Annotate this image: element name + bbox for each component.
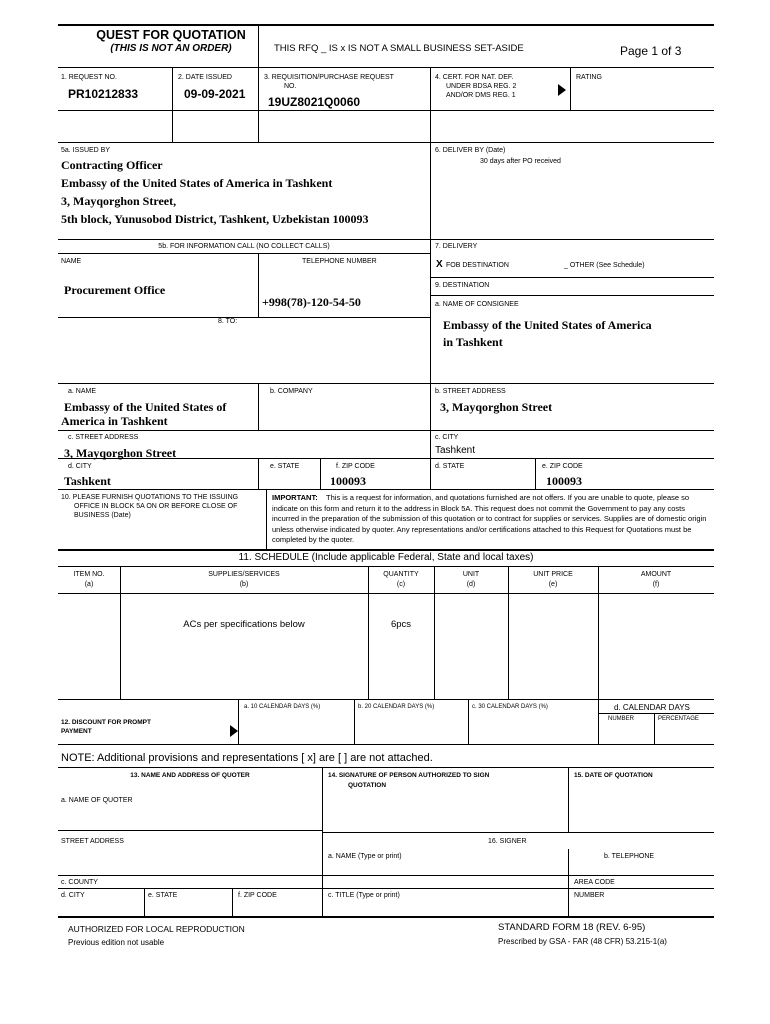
rfq-form [58, 24, 714, 947]
dest-street: 3, Mayqorghon Street [440, 400, 553, 414]
rule [58, 549, 714, 551]
issued-by-line: 3, Mayqorghon Street, [61, 194, 177, 208]
discount-20-days: b. 20 CALENDAR DAYS (%) [358, 704, 435, 710]
column-subheader: (a) [84, 581, 94, 588]
dest-zip-label: e. ZIP CODE [542, 463, 583, 470]
consignee-label: a. NAME OF CONSIGNEE [435, 301, 519, 308]
column-subheader: (f) [652, 581, 660, 588]
discount-10-days: a. 10 CALENDAR DAYS (%) [244, 704, 321, 710]
to-street-label: c. STREET ADDRESS [68, 434, 139, 441]
dest-city-label: c. CITY [435, 434, 459, 441]
rule [568, 849, 569, 916]
rule [58, 110, 714, 111]
column-header: UNIT PRICE [533, 571, 573, 578]
page-number: Page 1 of 3 [620, 44, 682, 58]
signer-phone-label: b. TELEPHONE [604, 853, 655, 860]
name-label: NAME [61, 258, 82, 265]
area-code-label: AREA CODE [574, 879, 615, 886]
rule [568, 767, 569, 832]
rfq-set-aside-text: THIS RFQ _ IS x IS NOT A SMALL BUSINESS SET-ASIDE [274, 43, 524, 54]
important-label: IMPORTANT: [272, 493, 318, 502]
fob-destination: FOB DESTINATION [446, 262, 509, 269]
rule [258, 67, 259, 142]
rule [654, 713, 655, 744]
to-state-label: e. STATE [270, 463, 300, 470]
discount-label-2: PAYMENT [61, 728, 92, 735]
date-issued-label: 2. DATE ISSUED [178, 74, 232, 81]
column-subheader: (b) [239, 581, 249, 588]
dest-city: Tashkent [435, 445, 476, 456]
requisition-label: 3. REQUISITION/PURCHASE REQUEST [264, 74, 394, 81]
to-name-2: America in Tashkent [61, 414, 168, 428]
discount-label: 12. DISCOUNT FOR PROMPT [61, 719, 151, 726]
rule [58, 317, 430, 318]
signer-name-label: a. NAME (Type or print) [328, 853, 402, 860]
cert-label-2: UNDER BDSA REG. 2 [446, 83, 517, 90]
previous-edition-note: Previous edition not usable [68, 938, 165, 947]
column-header: QUANTITY [383, 571, 419, 578]
cert-label: 4. CERT. FOR NAT. DEF. [435, 74, 514, 81]
rule [172, 67, 173, 142]
quoter-zip-label: f. ZIP CODE [238, 892, 277, 899]
rule [238, 699, 239, 744]
column-subheader: (e) [548, 581, 558, 588]
column-header: ITEM NO. [73, 571, 105, 578]
issued-by-line: Embassy of the United States of America in Tashkent [61, 176, 333, 190]
date-issued-value: 09-09-2021 [184, 87, 246, 101]
rule [58, 253, 430, 254]
rule [144, 888, 145, 916]
consignee-name: Embassy of the United States of America [443, 318, 652, 332]
rule [266, 489, 267, 549]
furnish-label-3: BUSINESS (Date) [74, 512, 131, 519]
rating-label: RATING [576, 74, 602, 81]
rule [258, 253, 259, 317]
quantity-value: 6pcs [390, 619, 412, 630]
rule [58, 430, 714, 431]
quoter-section-label: 13. NAME AND ADDRESS OF QUOTER [130, 772, 250, 779]
request-no-value: PR10212833 [68, 87, 139, 101]
to-city: Tashkent [64, 474, 111, 488]
rule [58, 593, 714, 594]
rule [58, 767, 714, 768]
issued-by-line: 5th block, Yunusobod District, Tashkent, Uzbekistan 100093 [61, 212, 369, 226]
dest-street-label: b. STREET ADDRESS [435, 388, 506, 395]
rule [322, 767, 323, 916]
rule [58, 888, 714, 889]
signature-label: 14. SIGNATURE OF PERSON AUTHORIZED TO SIGN [328, 772, 490, 779]
rule [258, 383, 259, 430]
rule [430, 277, 714, 278]
rule [570, 67, 571, 110]
contact-phone: +998(78)-120-54-50 [262, 295, 361, 309]
furnish-label: 10. PLEASE FURNISH QUOTATIONS TO THE ISSUING [61, 494, 239, 501]
supplies-value: ACs per specifications below [183, 619, 305, 630]
quoter-name-label: a. NAME OF QUOTER [61, 797, 133, 804]
rule [468, 699, 469, 744]
deliver-by-value: 30 days after PO received [480, 158, 561, 165]
prescribed-note: Prescribed by GSA - FAR (48 CFR) 53.215-1(a) [498, 937, 667, 946]
rule [58, 24, 714, 26]
rule [58, 830, 322, 831]
consignee-name-2: in Tashkent [443, 335, 503, 349]
to-street: 3, Mayqorghon Street [64, 446, 177, 460]
rule [354, 699, 355, 744]
quotation-date-label: 15. DATE OF QUOTATION [574, 772, 653, 779]
to-name-label: a. NAME [68, 388, 97, 395]
other-delivery: _ OTHER (See Schedule) [564, 262, 645, 269]
rule [58, 67, 714, 68]
rule [232, 888, 233, 916]
company-label: b. COMPANY [270, 388, 313, 395]
rule [58, 916, 714, 918]
discount-calendar-days: d. CALENDAR DAYS [614, 703, 690, 712]
rule [58, 699, 714, 700]
column-header: AMOUNT [640, 571, 672, 578]
requisition-no-value: 19UZ8021Q0060 [268, 95, 361, 109]
quoter-city-label: d. CITY [61, 892, 85, 899]
discount-30-days: c. 30 CALENDAR DAYS (%) [472, 704, 548, 710]
important-notice [272, 493, 712, 546]
rule [320, 458, 321, 489]
contact-name: Procurement Office [64, 283, 166, 297]
important-text: This is a request for information, and quotations furnished are not offers. If you are unable to quote, please so indicate on this form and return it to the address in Block 5A. This request does not commit the Government to pay any costs incurred in the preparation of the submission of this quotation or to contract for supplies or services. Supplies are of domestic origin unless otherwise indicated by quoter. Any representations and/or certifications attached to this Request for Quotations must be completed by the quoter. [272, 493, 707, 544]
county-label: c. COUNTY [61, 879, 98, 886]
form-title: QUEST FOR QUOTATION [96, 28, 246, 42]
dest-zip: 100093 [546, 474, 582, 488]
rule [598, 713, 714, 714]
rule [535, 458, 536, 489]
column-subheader: (c) [396, 581, 406, 588]
rule [598, 566, 599, 744]
quoter-state-label: e. STATE [148, 892, 178, 899]
to-city-label: d. CITY [68, 463, 92, 470]
column-header: SUPPLIES/SERVICES [208, 571, 280, 578]
discount-percentage: PERCENTAGE [658, 716, 699, 722]
delivery-label: 7. DELIVERY [435, 243, 478, 250]
signer-title-label: c. TITLE (Type or print) [328, 892, 400, 899]
arrow-right-icon [558, 84, 566, 96]
info-call-label: 5b. FOR INFORMATION CALL (NO COLLECT CALLS) [158, 243, 330, 250]
fob-checkmark: X [436, 259, 443, 270]
rule [58, 875, 714, 876]
request-no-label: 1. REQUEST NO. [61, 74, 117, 81]
to-zip: 100093 [330, 474, 366, 488]
column-header: UNIT [462, 571, 480, 578]
to-label: 8. TO: [218, 318, 238, 325]
rule [58, 566, 714, 567]
telephone-label: TELEPHONE NUMBER [302, 258, 377, 265]
quoter-street-label: STREET ADDRESS [61, 838, 124, 845]
requisition-label-2: NO. [284, 83, 297, 90]
rule [58, 489, 714, 490]
cert-label-3: AND/OR DMS REG. 1 [446, 92, 516, 99]
rule [58, 744, 714, 745]
rule [430, 295, 714, 296]
rule [58, 383, 714, 384]
furnish-label-2: OFFICE IN BLOCK 5A ON OR BEFORE CLOSE OF [74, 503, 238, 510]
attachments-note: NOTE: Additional provisions and representations [ x] are [ ] are not attached. [61, 752, 433, 764]
signer-label: 16. SIGNER [488, 838, 527, 845]
arrow-right-icon [230, 725, 238, 737]
issued-by-line: Contracting Officer [61, 158, 163, 172]
to-name: Embassy of the United States of [64, 400, 227, 414]
phone-number-label: NUMBER [574, 892, 605, 899]
rule [322, 832, 714, 833]
schedule-title: 11. SCHEDULE (Include applicable Federal, State and local taxes) [238, 552, 534, 563]
form-subtitle: (THIS IS NOT AN ORDER) [110, 43, 232, 54]
column-subheader: (d) [466, 581, 476, 588]
issued-by-label: 5a. ISSUED BY [61, 147, 111, 154]
rule [58, 239, 714, 240]
rule [258, 458, 259, 489]
authorization-note: AUTHORIZED FOR LOCAL REPRODUCTION [68, 924, 245, 934]
signature-label-2: QUOTATION [348, 782, 387, 789]
deliver-by-label: 6. DELIVER BY (Date) [435, 147, 506, 154]
dest-state-label: d. STATE [435, 463, 465, 470]
rule [58, 142, 714, 143]
form-number: STANDARD FORM 18 (REV. 6-95) [498, 922, 646, 933]
destination-label: 9. DESTINATION [435, 282, 490, 289]
rule [430, 67, 431, 490]
discount-number: NUMBER [608, 716, 635, 722]
to-zip-label: f. ZIP CODE [336, 463, 375, 470]
